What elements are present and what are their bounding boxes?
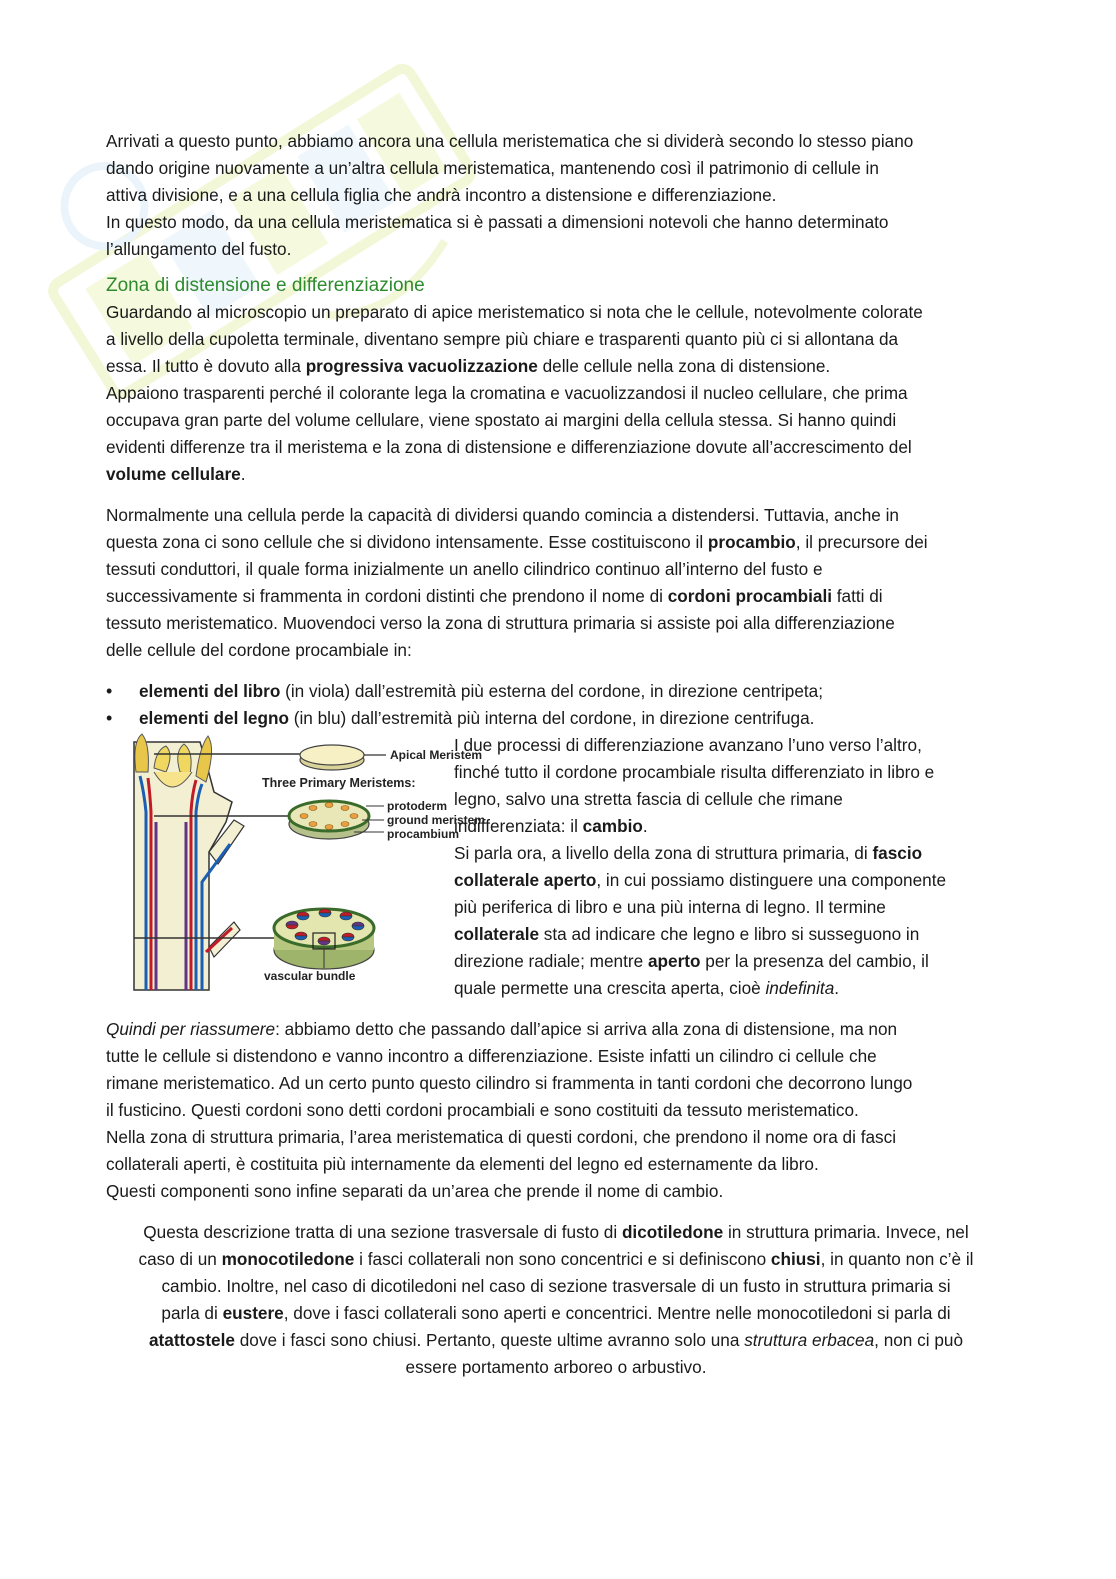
text-line: Questa descrizione tratta di una sezione trasversale di fusto di	[143, 1222, 622, 1242]
text-line: , in cui possiamo distinguere una componente	[596, 870, 947, 890]
text-line: successivamente si frammenta in cordoni distinti che prendono il nome di	[106, 586, 668, 606]
text-line: per la presenza del cambio, il	[700, 951, 929, 971]
italic-term: struttura erbacea	[744, 1330, 875, 1350]
text-line: , in quanto non c’è il	[820, 1249, 974, 1269]
text-line: tessuto meristematico. Muovendoci verso la zona di struttura primaria si assiste poi alla differenziazione	[106, 613, 895, 633]
text-line: finché tutto il cordone procambiale risulta differenziato in libro e	[454, 762, 935, 782]
meristem-diagram	[114, 732, 486, 990]
text-line: .	[642, 816, 648, 836]
text-line: Questi componenti sono infine separati da un’area che prende il nome di cambio.	[106, 1181, 724, 1201]
text-line: rimane meristematico. Ad un certo punto questo cilindro si frammenta in tanti cordoni che decorrono lungo	[106, 1073, 913, 1093]
bold-term: dicotiledone	[621, 1222, 724, 1242]
meristem-diagram-svg	[114, 732, 486, 990]
text-line: occupava gran parte del volume cellulare, viene spostato ai margini della cellula stessa. Si hanno quindi	[106, 410, 897, 430]
bullet-list	[106, 678, 1006, 732]
paragraph-riassunto	[106, 1016, 1006, 1205]
list-item-text: (in viola) dall’estremità più esterna del cordone, in direzione centripeta;	[280, 681, 824, 701]
label-ground-meristem: ground meristem	[387, 813, 486, 827]
bold-term: collaterale aperto	[454, 870, 597, 890]
text-line: tessuti conduttori, il quale forma inizialmente un anello cilindrico continuo all’interno del fusto e	[106, 559, 823, 579]
figure-block	[106, 732, 1006, 1002]
text-line: sta ad indicare che legno e libro si susseguono in	[539, 924, 920, 944]
list-item	[106, 678, 1006, 705]
text-line: a livello della cupoletta terminale, diventano sempre più chiare e trasparenti quanto più ci si allontana da	[106, 329, 899, 349]
bold-term: aperto	[647, 951, 701, 971]
italic-term: Quindi per riassumere	[106, 1019, 276, 1039]
text-line: Arrivati a questo punto, abbiamo ancora una cellula meristematica che si dividerà secondo lo stesso piano	[106, 131, 914, 151]
text-line: indifferenziata: il	[454, 816, 583, 836]
italic-term: indefinita	[765, 978, 835, 998]
label-vascular-bundle: vascular bundle	[264, 969, 356, 983]
text-line: tutte le cellule si distendono e vanno incontro a differenziazione. Esiste infatti un cilindro ci cellule che	[106, 1046, 877, 1066]
text-line: caso di un	[138, 1249, 222, 1269]
text-line: in struttura primaria. Invece, nel	[723, 1222, 969, 1242]
text-line: quale permette una crescita aperta, cioè	[454, 978, 766, 998]
bold-term: elementi del legno	[139, 708, 289, 728]
text-line: direzione radiale; mentre	[454, 951, 648, 971]
bold-term: cambio	[582, 816, 643, 836]
text-line: il fusticino. Questi cordoni sono detti cordoni procambiali e sono costituiti da tessuto meristematico.	[106, 1100, 859, 1120]
text-line: Normalmente una cellula perde la capacità di dividersi quando comincia a distendersi. Tuttavia, anche in	[106, 505, 899, 525]
list-item	[106, 705, 1006, 732]
section-heading: Zona di distensione e differenziazione	[106, 275, 425, 296]
list-item-text: (in blu) dall’estremità più interna del cordone, in direzione centrifuga.	[288, 708, 815, 728]
paragraph-intro	[106, 128, 1006, 263]
bold-term: eustere	[222, 1303, 284, 1323]
text-line: legno, salvo una stretta fascia di cellule che rimane	[454, 789, 843, 809]
text-line: l’allungamento del fusto.	[106, 239, 292, 259]
text-line: : abbiamo detto che passando dall’apice si arriva alla zona di distensione, ma non	[275, 1019, 898, 1039]
text-line: più periferica di libro e una più interna di legno. Il termine	[454, 897, 886, 917]
document-page	[106, 128, 1006, 1381]
text-line: , non ci può	[874, 1330, 964, 1350]
text-line: attiva divisione, e a una cellula figlia che andrà incontro a distensione e differenziazione.	[106, 185, 777, 205]
bold-term: collaterale	[454, 924, 540, 944]
bold-term: volume cellulare	[106, 464, 241, 484]
text-line: essa. Il tutto è dovuto alla	[106, 356, 306, 376]
label-procambium: procambium	[387, 827, 460, 841]
text-line: Nella zona di struttura primaria, l’area meristematica di questi cordoni, che prendono il nome ora di fasci	[106, 1127, 897, 1147]
bold-term: atattostele	[148, 1330, 235, 1350]
text-line: fatti di	[832, 586, 883, 606]
text-line: , dove i fasci collaterali sono aperti e concentrici. Mentre nelle monocotiledoni si parla di	[283, 1303, 951, 1323]
paragraph-procambio	[106, 502, 1006, 664]
text-line: Si parla ora, a livello della zona di struttura primaria, di	[454, 843, 873, 863]
bold-term: chiusi	[770, 1249, 821, 1269]
text-line: delle cellule del cordone procambiale in:	[106, 640, 412, 660]
label-three-primary-meristems: Three Primary Meristems:	[262, 776, 416, 790]
text-line: cambio. Inoltre, nel caso di dicotiledoni nel caso di sezione trasversale di un fusto in struttura primaria si	[161, 1276, 951, 1296]
text-line: .	[834, 978, 840, 998]
bold-term: fascio	[872, 843, 923, 863]
text-line: , il precursore dei	[795, 532, 928, 552]
figure-side-text	[454, 732, 1006, 1002]
text-line: I due processi di differenziazione avanzano l’uno verso l’altro,	[454, 735, 922, 755]
text-line: i fasci collaterali non sono concentrici e si definiscono	[354, 1249, 771, 1269]
paragraph-dicotiledone	[106, 1219, 1006, 1381]
label-apical-meristem: Apical Meristem	[390, 748, 483, 762]
text-line: dove i fasci sono chiusi. Pertanto, queste ultime avranno solo una	[234, 1330, 745, 1350]
paragraph-distensione	[106, 299, 1006, 488]
bold-term: elementi del libro	[139, 681, 281, 701]
text-line: essere portamento arboreo o arbustivo.	[405, 1357, 707, 1377]
text-line: questa zona ci sono cellule che si dividono intensamente. Esse costituiscono il	[106, 532, 708, 552]
text-line: Appaiono trasparenti perché il colorante lega la cromatina e vacuolizzandosi il nucleo cellulare, che prima	[106, 383, 908, 403]
bold-term: cordoni procambiali	[667, 586, 832, 606]
text-line: collaterali aperti, è costituita più internamente da elementi del legno ed esternamente da libro.	[106, 1154, 819, 1174]
bold-term: procambio	[707, 532, 796, 552]
text-line: parla di	[161, 1303, 223, 1323]
text-line: .	[240, 464, 246, 484]
text-line: delle cellule nella zona di distensione.	[537, 356, 831, 376]
text-line: dando origine nuovamente a un’altra cellula meristematica, mantenendo così il patrimonio di cellule in	[106, 158, 879, 178]
text-line: In questo modo, da una cellula meristematica si è passati a dimensioni notevoli che hanno determinato	[106, 212, 889, 232]
bold-term: monocotiledone	[221, 1249, 355, 1269]
text-line: evidenti differenze tra il meristema e la zona di distensione e differenziazione dovute all’accrescimento del	[106, 437, 912, 457]
label-protoderm: protoderm	[387, 799, 447, 813]
bold-term: progressiva vacuolizzazione	[305, 356, 538, 376]
text-line: Guardando al microscopio un preparato di apice meristematico si nota che le cellule, notevolmente colorate	[106, 302, 923, 322]
